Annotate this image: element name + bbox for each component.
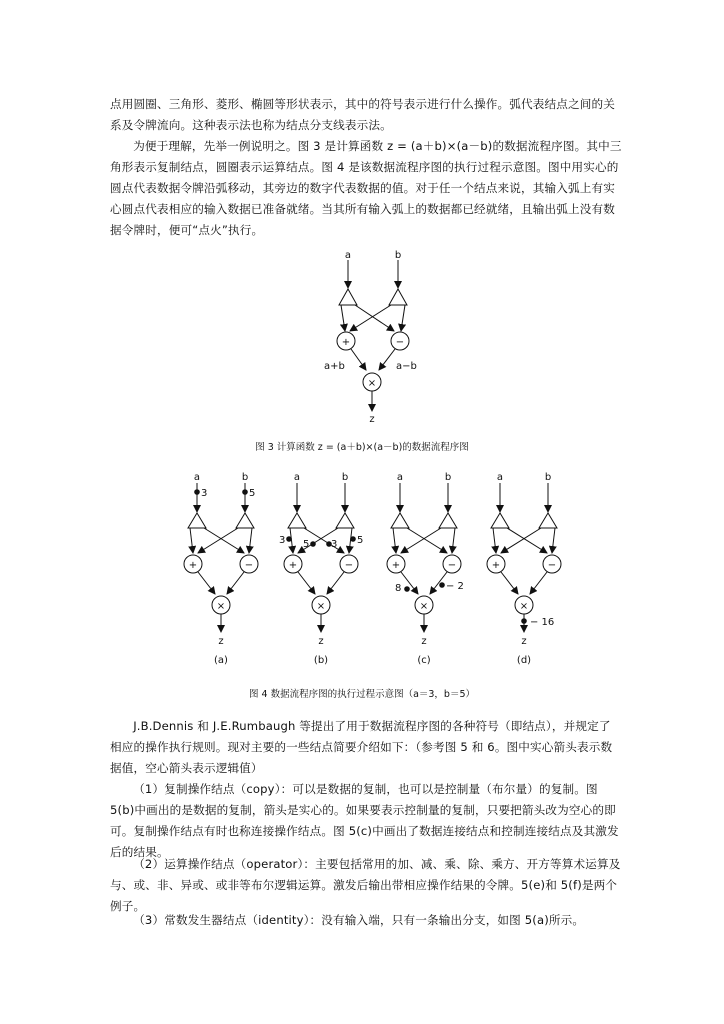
panel-a xyxy=(184,472,258,647)
token-sum xyxy=(404,586,410,592)
token-left-2 xyxy=(310,541,316,547)
panel-label-d: (d) xyxy=(516,655,532,666)
fig3-output-z: z xyxy=(369,414,375,425)
panel-b xyxy=(284,472,358,647)
value-sum: 8 xyxy=(395,583,402,594)
figure-3-dataflow-graph xyxy=(310,248,440,428)
minus-symbol: − xyxy=(395,337,405,348)
copy-node-left xyxy=(188,513,206,528)
minus-symbol: − xyxy=(244,560,254,571)
times-symbol: × xyxy=(519,601,529,612)
copy-node-left xyxy=(288,513,306,528)
fig3-input-a: a xyxy=(344,250,352,261)
input-a-label: a xyxy=(396,472,404,483)
times-symbol: × xyxy=(367,378,377,389)
copy-node-right xyxy=(336,513,354,528)
arc-b-to-add xyxy=(501,528,541,553)
output-z-label: z xyxy=(521,636,527,647)
plus-symbol: + xyxy=(491,560,501,571)
arc-b-to-sub xyxy=(452,528,455,553)
copy-node-right xyxy=(389,289,407,305)
copy-node-right xyxy=(236,513,254,528)
token-b xyxy=(242,489,248,495)
label-a-plus-b: a+b xyxy=(324,361,345,372)
paragraph-2: 为便于理解，先举一例说明之。图 3 是计算函数 z = (a＋b)×(a－b)的数据流程序图。其中三角形表示复制结点，圆圈表示运算结点。图 4 是该数据流程序图的执行过程示意图。图中用实心的圆点代表数据令牌沿弧移动，其旁边的数字代表数据的值。对于任一个结点来说，其输入弧上有实心圆点代表相应的输入数据已准备就绪。当其所有输入弧上的数据都已经就绪，且输出弧上没有数据令牌时，便可“点火”执行。 xyxy=(110,139,622,237)
arc-sub-to-mul xyxy=(430,572,447,594)
label-a-minus-b: a−b xyxy=(396,361,417,372)
figure-3-caption: 图 3 计算函数 z = (a＋b)×(a－b)的数据流程序图 xyxy=(255,442,469,453)
figure-4-caption: 图 4 数据流程序图的执行过程示意图（a＝3，b＝5） xyxy=(248,689,476,700)
panel-c xyxy=(387,472,461,647)
times-symbol: × xyxy=(316,601,326,612)
copy-node-right xyxy=(439,513,457,528)
panel-label-c: (c) xyxy=(417,655,431,666)
value-b: 5 xyxy=(249,488,256,499)
token-right-2 xyxy=(350,536,356,542)
input-b-label: b xyxy=(341,472,349,483)
value-output: − 16 xyxy=(530,617,555,628)
fig3-input-b: b xyxy=(394,250,402,261)
paragraph-3: J.B.Dennis 和 J.E.Rumbaugh 等提出了用于数据流程序图的各种符号（即结点），并规定了相应的操作执行规则。现对主要的一些结点简要介绍如下：（参考图 5 和 6。图中实心箭头表示数据值，空心箭头表示逻辑值） xyxy=(110,719,613,775)
arc-add-to-mul xyxy=(401,572,418,594)
output-z-label: z xyxy=(421,636,427,647)
arc-b-to-add xyxy=(198,528,238,553)
output-z-label: z xyxy=(218,636,224,647)
arc-a-to-sub xyxy=(304,528,344,553)
times-symbol: × xyxy=(216,601,226,612)
input-a-label: a xyxy=(193,472,201,483)
value-a: 3 xyxy=(201,488,208,499)
paragraph-4: （1）复制操作结点（copy）：可以是数据的复制，也可以是控制量（布尔量）的复制。图 5(b)中画出的是数据的复制，箭头是实心的。如果要表示控制量的复制，只要把箭头改为空心的即可。复制操作结点有时也称连接操作结点。图 5(c)中画出了数据连接结点和控制连接结点及其激发后的结果。 xyxy=(110,782,619,859)
arc-sub-to-mul xyxy=(327,572,344,594)
figure-4-execution-panels xyxy=(0,470,724,670)
minus-symbol: − xyxy=(344,560,354,571)
paragraph-5: （2）运算操作结点（operator）：主要包括常用的加、减、乘、除、乘方、开方等算术运算及与、或、非、异或、或非等布尔逻辑运算。激发后输出带相应操作结果的令牌。5(e)和 5(f)是两个例子。 xyxy=(110,857,621,913)
arc-b-to-sub xyxy=(249,528,252,553)
copy-node-left xyxy=(391,513,409,528)
copy-node-left xyxy=(339,289,357,305)
panel-label-b: (b) xyxy=(313,655,329,666)
value-right-1: 3 xyxy=(331,539,338,550)
minus-symbol: − xyxy=(547,560,557,571)
arc-add-to-mul xyxy=(501,572,518,594)
minus-symbol: − xyxy=(447,560,457,571)
copy-node-right xyxy=(539,513,557,528)
arc-a-to-add xyxy=(190,528,193,553)
plus-symbol: + xyxy=(391,560,401,571)
plus-symbol: + xyxy=(341,337,351,348)
paragraph-6: （3）常数发生器结点（identity）：没有输入端，只有一条输出分支，如图 5(a)所示。 xyxy=(133,913,585,927)
token-diff xyxy=(439,582,445,588)
times-symbol: × xyxy=(419,601,429,612)
paragraph-1: 点用圆圈、三角形、菱形、椭圆等形状表示，其中的符号表示进行什么操作。弧代表结点之间的关系及令牌流向。这种表示法也称为结点分支线表示法。 xyxy=(110,97,615,132)
copy-node-left xyxy=(491,513,509,528)
input-a-label: a xyxy=(496,472,504,483)
arc-sub-to-mul xyxy=(227,572,244,594)
input-b-label: b xyxy=(444,472,452,483)
plus-symbol: + xyxy=(288,560,298,571)
input-a-label: a xyxy=(293,472,301,483)
arc-b-to-sub xyxy=(552,528,555,553)
arc-a-to-add xyxy=(393,528,396,553)
value-left-1: 3 xyxy=(279,535,286,546)
output-z-label: z xyxy=(318,636,324,647)
token-a xyxy=(194,489,200,495)
value-right-2: 5 xyxy=(357,535,364,546)
arc-add-to-mul xyxy=(298,572,315,594)
value-left-2: 5 xyxy=(303,539,310,550)
value-diff: − 2 xyxy=(446,581,464,592)
input-b-label: b xyxy=(241,472,249,483)
arc-sub-to-mul xyxy=(530,572,547,594)
plus-symbol: + xyxy=(188,560,198,571)
arc-a-to-add xyxy=(493,528,496,553)
token-output xyxy=(521,618,527,624)
arc-b-to-add xyxy=(401,528,441,553)
arc-add-to-mul xyxy=(198,572,215,594)
input-b-label: b xyxy=(544,472,552,483)
arc-a-to-sub xyxy=(407,528,447,553)
arc-a-to-sub xyxy=(507,528,547,553)
panel-label-a: (a) xyxy=(214,655,228,666)
arc-a-to-sub xyxy=(204,528,244,553)
token-left-1 xyxy=(286,536,292,542)
